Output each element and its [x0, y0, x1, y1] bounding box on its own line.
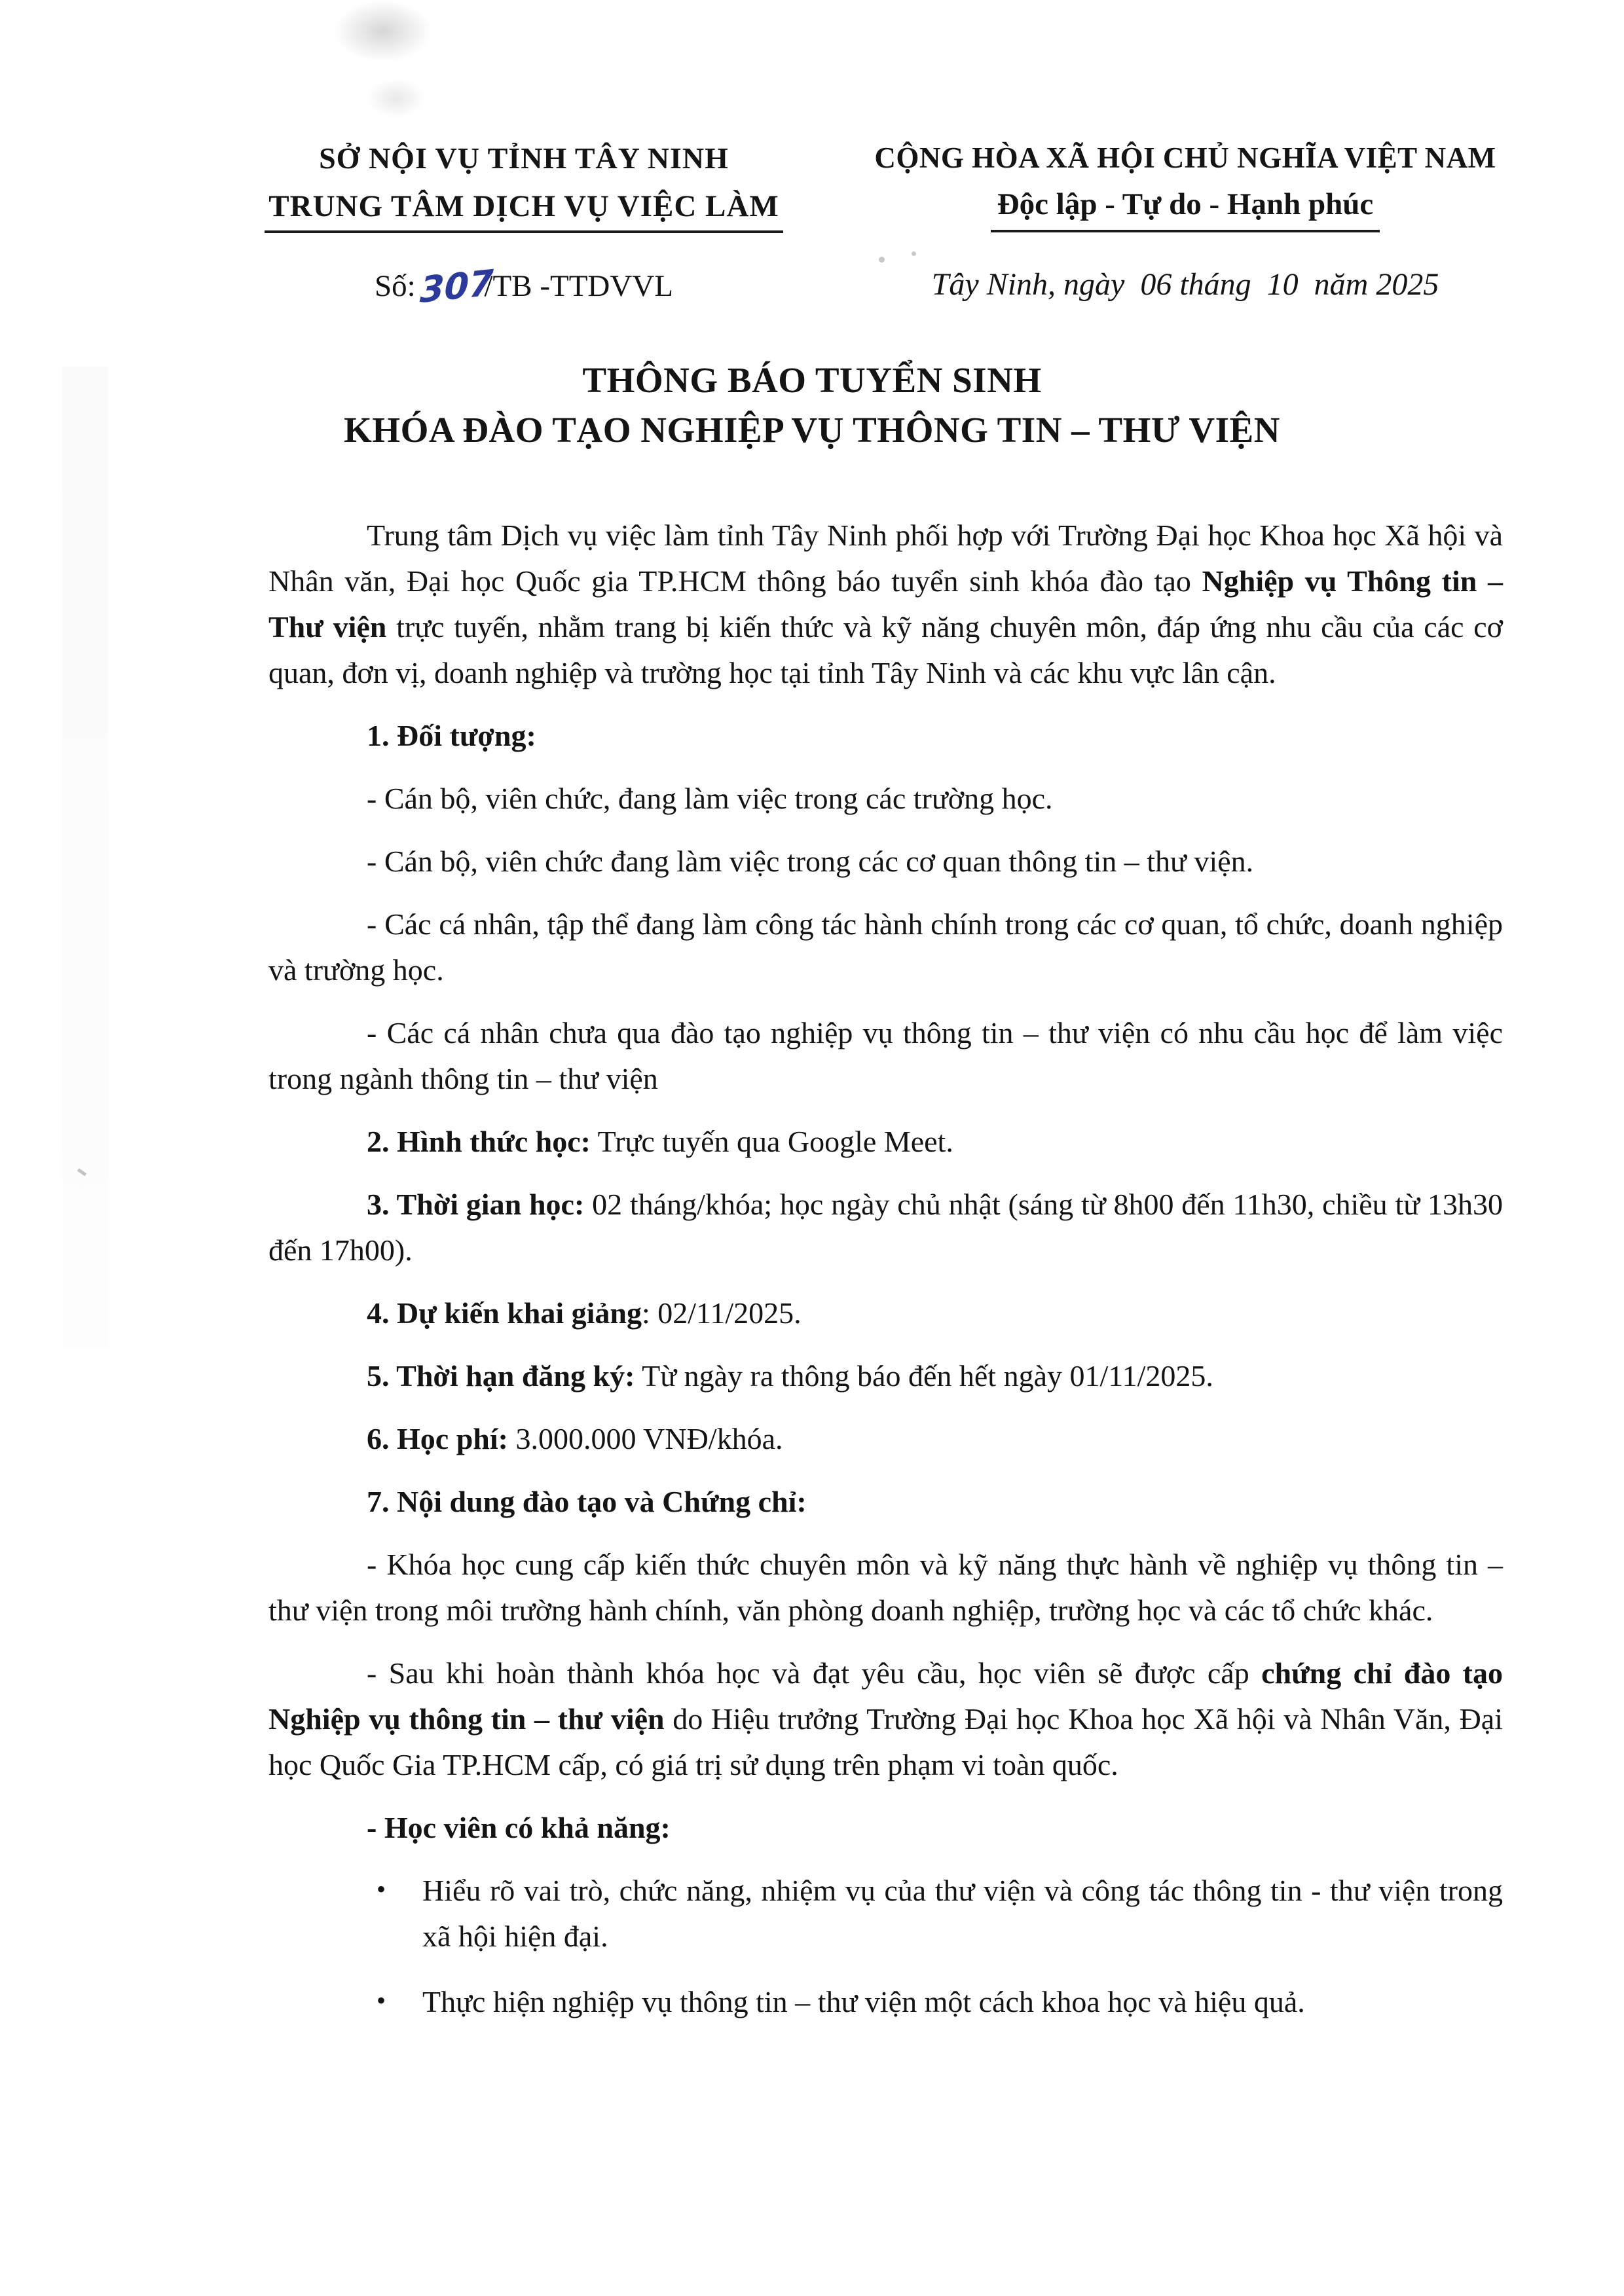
- section-7-para-1: - Khóa học cung cấp kiến thức chuyên môn và kỹ năng thực hành về nghiệp vụ thông tin – thư viện trong môi trường hành chính, văn phòng doanh nghiệp, trường học và các tổ chức khác.: [268, 1548, 1503, 1627]
- section-1-item: - Các cá nhân, tập thể đang làm công tác hành chính trong các cơ quan, tổ chức, doanh nghiệp và trường học.: [268, 907, 1503, 987]
- section-5: [268, 1353, 1503, 1399]
- section-2-label: 2. Hình thức học:: [367, 1125, 591, 1158]
- section-5-text: Từ ngày ra thông báo đến hết ngày 01/11/2025.: [635, 1359, 1213, 1393]
- list-item: [377, 1979, 1503, 2025]
- section-7-para-2-text-1: - Sau khi hoàn thành khóa học và đạt yêu cầu, học viên sẽ được cấp: [367, 1656, 1262, 1690]
- intro-paragraph: [268, 513, 1503, 696]
- scan-artifact: [77, 1168, 86, 1176]
- national-motto: [838, 187, 1532, 232]
- section-4-label: 4. Dự kiến khai giảng: [367, 1296, 642, 1330]
- intro-text-2: trực tuyến, nhằm trang bị kiến thức và kỹ năng chuyên môn, đáp ứng nhu cầu của các cơ quan, đơn vị, doanh nghiệp và trường học tại tỉnh Tây Ninh và các khu vực lân cận.: [268, 610, 1503, 689]
- doc-number-prefix: Số:: [375, 269, 416, 303]
- issuing-unit-text: TRUNG TÂM DỊCH VỤ VIỆC LÀM: [265, 189, 783, 233]
- list-item: [377, 1868, 1503, 1959]
- issuer-block: [210, 141, 838, 312]
- section-4: [268, 1290, 1503, 1336]
- title-line-1: THÔNG BÁO TUYỂN SINH: [582, 360, 1042, 400]
- bullet-icon: •: [377, 1874, 386, 1904]
- doc-number-suffix: /TB -TTDVVL: [484, 269, 673, 303]
- section-4-text: : 02/11/2025.: [642, 1296, 802, 1330]
- national-motto-text: Độc lập - Tự do - Hạnh phúc: [991, 187, 1380, 232]
- section-6-label: 6. Học phí:: [367, 1422, 508, 1455]
- section-7-subheading: - Học viên có khả năng:: [367, 1811, 671, 1844]
- national-title: CỘNG HÒA XÃ HỘI CHỦ NGHĨA VIỆT NAM: [874, 141, 1496, 174]
- issuing-unit: [210, 189, 838, 233]
- section-7-para-2-bold: chứng chỉ đào tạo Nghiệp vụ thông tin – thư viện: [268, 1656, 1503, 1736]
- intro-bold: Nghiệp vụ Thông tin – Thư viện: [268, 564, 1503, 644]
- date-line: Tây Ninh, ngày 06 tháng 10 năm 2025: [931, 267, 1439, 302]
- section-1-heading: 1. Đối tượng:: [367, 719, 536, 752]
- section-2-text: Trực tuyến qua Google Meet.: [590, 1125, 953, 1158]
- section-3: [268, 1182, 1503, 1273]
- section-3-text: 02 tháng/khóa; học ngày chủ nhật (sáng từ 8h00 đến 11h30, chiều từ 13h30 đến 17h00).: [268, 1188, 1503, 1267]
- section-1-item: - Cán bộ, viên chức, đang làm việc trong các trường học.: [367, 782, 1053, 815]
- bullet-icon: •: [377, 1986, 386, 2015]
- document-header: [0, 0, 1624, 312]
- handwritten-number: 307: [418, 261, 494, 312]
- section-6-text: 3.000.000 VNĐ/khóa.: [507, 1422, 783, 1455]
- section-1-item: - Cán bộ, viên chức đang làm việc trong các cơ quan thông tin – thư viện.: [367, 845, 1254, 878]
- section-7-heading: 7. Nội dung đào tạo và Chứng chỉ:: [367, 1485, 807, 1518]
- intro-text-1: Trung tâm Dịch vụ việc làm tỉnh Tây Ninh phối hợp với Trường Đại học Khoa học Xã hội và Nhân văn, Đại học Quốc gia TP.HCM thông báo tuyển sinh khóa đào tạo: [268, 519, 1503, 598]
- list-item-text: Thực hiện nghiệp vụ thông tin – thư viện một cách khoa học và hiệu quả.: [422, 1985, 1305, 2018]
- section-7-para-2: [268, 1650, 1503, 1788]
- section-6: [268, 1416, 1503, 1462]
- national-block: [838, 141, 1532, 304]
- section-1-item: - Các cá nhân chưa qua đào tạo nghiệp vụ thông tin – thư viện có nhu cầu học để làm việc trong ngành thông tin – thư viện: [268, 1016, 1503, 1095]
- capability-list: [377, 1868, 1503, 2025]
- section-5-label: 5. Thời hạn đăng ký:: [367, 1359, 635, 1393]
- list-item-text: Hiểu rõ vai trò, chức năng, nhiệm vụ của thư viện và công tác thông tin - thư viện trong xã hội hiện đại.: [422, 1874, 1503, 1953]
- section-2: [268, 1119, 1503, 1165]
- scan-artifact: [62, 367, 108, 1349]
- section-7-para-2-text-2: do Hiệu trưởng Trường Đại học Khoa học Xã hội và Nhân Văn, Đại học Quốc Gia TP.HCM cấp, có giá trị sử dụng trên phạm vi toàn quốc.: [268, 1702, 1503, 1781]
- title-line-2: KHÓA ĐÀO TẠO NGHIỆP VỤ THÔNG TIN – THƯ VIỆN: [344, 410, 1280, 450]
- document-title: [0, 355, 1624, 455]
- document-body: [268, 513, 1503, 2025]
- issuing-agency: SỞ NỘI VỤ TỈNH TÂY NINH: [319, 141, 729, 175]
- document-number: [210, 261, 838, 312]
- section-3-label: 3. Thời gian học:: [367, 1188, 585, 1221]
